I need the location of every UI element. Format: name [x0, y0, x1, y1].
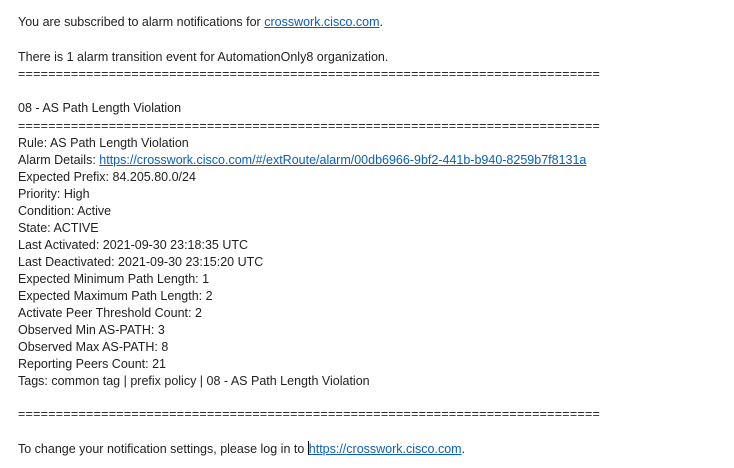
field-expected-min-path: Expected Minimum Path Length: 1: [18, 272, 210, 286]
field-expected-prefix: Expected Prefix: 84.205.80.0/24: [18, 170, 196, 184]
field-last-deactivated: Last Deactivated: 2021-09-30 23:15:20 UTC: [18, 255, 264, 269]
alarm-details-link[interactable]: https://crosswork.cisco.com/#/extRoute/alarm/00db6966-9bf2-441b-b940-8259b7f8131a: [99, 153, 587, 167]
subscription-text: You are subscribed to alarm notifications for: [18, 15, 265, 29]
field-condition: Condition: Active: [18, 204, 112, 218]
subscription-period: .: [379, 15, 383, 29]
settings-text: To change your notification settings, please log in to: [18, 442, 308, 456]
alarm-heading: 08 - AS Path Length Violation: [18, 101, 182, 115]
field-expected-max-path: Expected Maximum Path Length: 2: [18, 289, 213, 303]
rule-line: Rule: AS Path Length Violation: [18, 136, 189, 150]
event-count-line: There is 1 alarm transition event for AutomationOnly8 organization.: [18, 50, 389, 64]
field-state: State: ACTIVE: [18, 221, 99, 235]
settings-period: .: [461, 442, 466, 456]
field-priority: Priority: High: [18, 187, 90, 201]
field-observed-min: Observed Min AS-PATH: 3: [18, 323, 165, 337]
field-peer-threshold: Activate Peer Threshold Count: 2: [18, 306, 202, 320]
subscription-line: [18, 14, 383, 31]
field-observed-max: Observed Max AS-PATH: 8: [18, 340, 169, 354]
settings-link[interactable]: https://crosswork.cisco.com: [308, 442, 462, 456]
field-reporting-peers: Reporting Peers Count: 21: [18, 357, 167, 371]
alarm-details-label: Alarm Details:: [18, 153, 100, 167]
alarm-details-line: [18, 152, 586, 169]
separator-3: =============================================================================: [18, 407, 601, 421]
crosswork-link[interactable]: crosswork.cisco.com: [264, 15, 380, 29]
settings-line: [18, 441, 465, 458]
separator-1: =============================================================================: [18, 67, 601, 81]
field-tags: Tags: common tag | prefix policy | 08 - AS Path Length Violation: [18, 374, 370, 388]
separator-2: =============================================================================: [18, 119, 601, 133]
field-last-activated: Last Activated: 2021-09-30 23:18:35 UTC: [18, 238, 249, 252]
